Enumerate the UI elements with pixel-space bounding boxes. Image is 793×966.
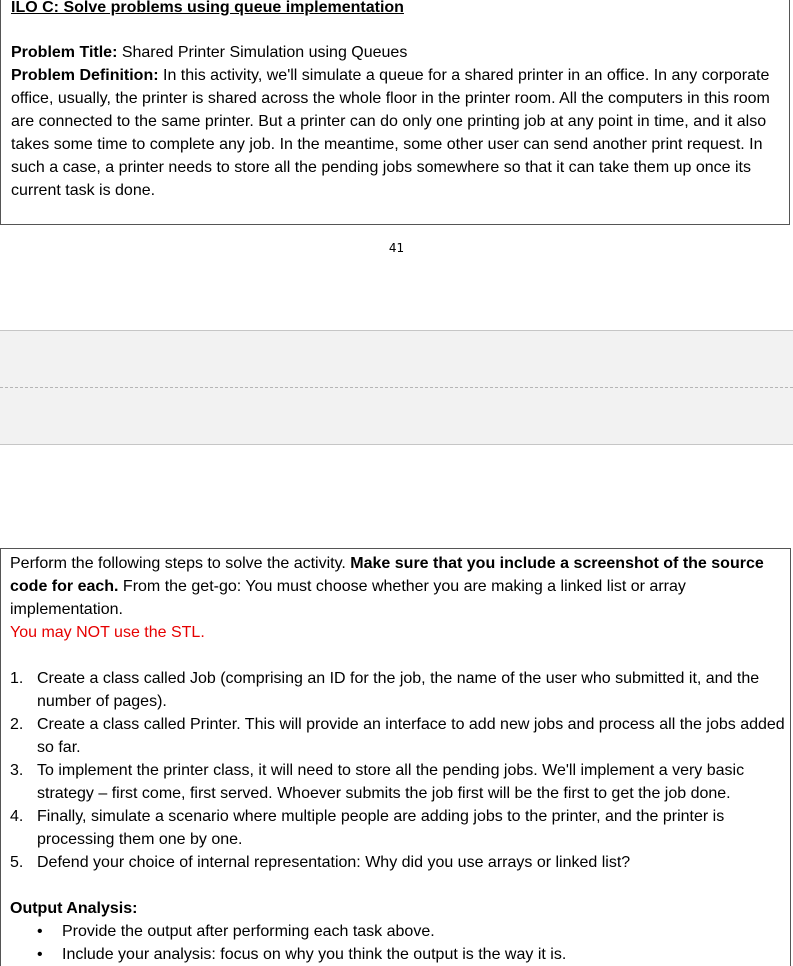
bullet-icon: • — [37, 923, 43, 940]
step-text: Create a class called Job (comprising an ID for the job, the name of the user who submitted it, and the number of pages). — [37, 670, 760, 710]
output-analysis-text: Include your analysis: focus on why you think the output is the way it is. — [62, 946, 567, 963]
intro-plain: Perform the following steps to solve the activity. — [10, 555, 351, 572]
output-analysis-item — [10, 943, 785, 966]
step-item — [10, 667, 785, 713]
step-item — [10, 805, 785, 851]
step-number: 5. — [10, 854, 24, 871]
steps-list — [10, 667, 785, 874]
step-number: 2. — [10, 716, 24, 733]
page-break-divider — [0, 387, 793, 388]
step-text: Defend your choice of internal representation: Why did you use arrays or linked list? — [37, 854, 631, 871]
problem-title-label: Problem Title: — [11, 44, 118, 61]
step-number: 4. — [10, 808, 24, 825]
steps-content — [10, 552, 785, 966]
problem-definition-label: Problem Definition: — [11, 67, 159, 84]
step-number: 1. — [10, 670, 24, 687]
intro-rest: From the get-go: You must choose whether you are making a linked list or array implementation. — [10, 578, 686, 618]
step-text: Finally, simulate a scenario where multiple people are adding jobs to the printer, and the printer is processing them one by one. — [37, 808, 725, 848]
step-text: Create a class called Printer. This will provide an interface to add new jobs and process all the jobs added so far. — [37, 716, 785, 756]
step-item — [10, 713, 785, 759]
stl-note: You may NOT use the STL. — [10, 624, 205, 641]
output-analysis-title: Output Analysis: — [10, 900, 138, 917]
output-analysis-item — [10, 920, 785, 943]
output-analysis-text: Provide the output after performing each task above. — [62, 923, 435, 940]
output-analysis-list — [10, 920, 785, 966]
problem-definition-text: In this activity, we'll simulate a queue for a shared printer in an office. In any corporate office, usually, the printer is shared across the whole floor in the printer room. All the computers in this room are connected to the same printer. But a printer can do only one printing job at any point in time, and it also takes some time to complete any job. In the meantime, some other user can send another print request. In such a case, a printer needs to store all the pending jobs somewhere so that it can take them up once its current task is done. — [11, 67, 770, 199]
step-item — [10, 759, 785, 805]
step-number: 3. — [10, 762, 24, 779]
intro-bold: Make sure that you include a screenshot of the source code for each. — [10, 555, 764, 595]
bullet-icon: • — [37, 946, 43, 963]
problem-description — [11, 41, 781, 202]
page-break-band — [0, 330, 793, 445]
problem-definition-paragraph — [11, 64, 781, 202]
page-number: 41 — [388, 241, 405, 255]
step-text: To implement the printer class, it will need to store all the pending jobs. We'll implement a very basic strategy – first come, first served. Whoever submits the job first will be the first to get the job done. — [37, 762, 745, 802]
ilo-heading: ILO C: Solve problems using queue implementation — [11, 0, 404, 16]
problem-box — [0, 0, 790, 225]
steps-box — [0, 548, 791, 966]
problem-title-line — [11, 41, 781, 64]
problem-title-value: Shared Printer Simulation using Queues — [117, 44, 408, 61]
intro-paragraph — [10, 552, 785, 621]
step-item — [10, 851, 785, 874]
